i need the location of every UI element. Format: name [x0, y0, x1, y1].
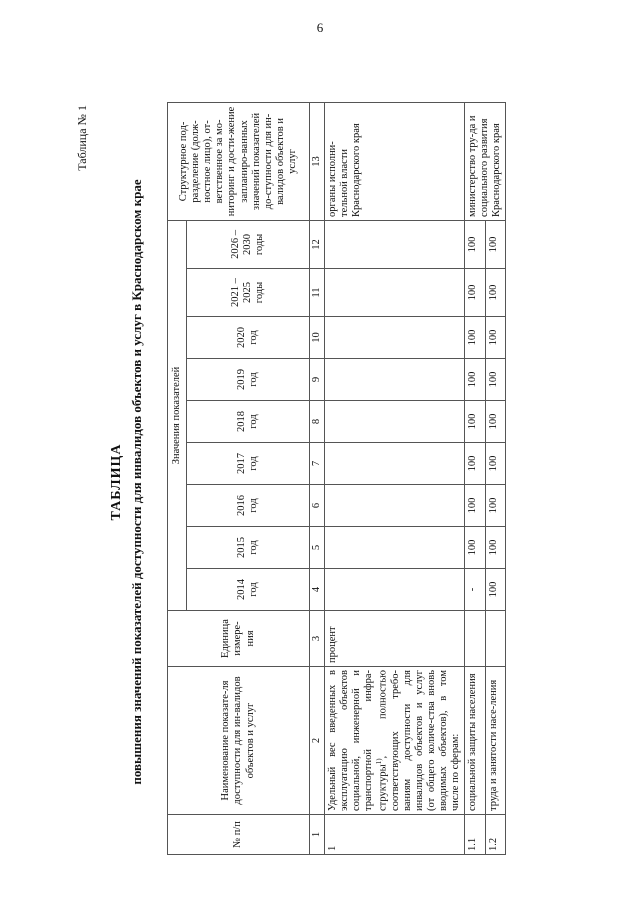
row-value: 100	[485, 269, 506, 317]
header-num: № п/п	[168, 815, 310, 855]
row-value	[325, 220, 465, 268]
row-value	[325, 485, 465, 527]
row-value	[325, 443, 465, 485]
row-value: 100	[485, 485, 506, 527]
row-unit: процент	[325, 611, 465, 667]
header-year: 2015 год	[187, 527, 310, 569]
indicators-table	[167, 102, 506, 855]
column-number: 13	[310, 102, 325, 220]
row-name-main: Удельный вес введенных в эксплуатацию объектов социальной, инженерной и транспортной инфра-структуры	[327, 670, 389, 811]
row-num: 1.1	[465, 815, 486, 855]
column-number: 8	[310, 401, 325, 443]
row-value: 100	[465, 269, 486, 317]
row-name: труда и занятости насе-ления	[485, 667, 506, 815]
row-num: 1	[325, 815, 465, 855]
header-name: Наименование показате-ля доступности для ин-валидов объектов и услуг	[168, 667, 310, 815]
page-number: 6	[316, 20, 324, 35]
header-values-group: Значения показателей	[168, 220, 187, 610]
header-row-top	[168, 102, 187, 854]
column-number: 6	[310, 485, 325, 527]
row-value: 100	[485, 401, 506, 443]
row-value: 100	[465, 220, 486, 268]
column-number: 4	[310, 569, 325, 611]
row-value: 100	[485, 359, 506, 401]
row-value	[325, 359, 465, 401]
row-name: социальной защиты населения	[465, 667, 486, 815]
table-row	[325, 102, 465, 854]
header-year: 2020 год	[187, 317, 310, 359]
column-number: 3	[310, 611, 325, 667]
column-number: 9	[310, 359, 325, 401]
row-value: 100	[485, 527, 506, 569]
row-unit	[465, 611, 486, 667]
row-name-rest: , полностью соответствующих требо-ваниям доступности для инвалидов объектов и услуг (от общего количе-ства вновь вводимых объектов), в том числе по сферам:	[377, 670, 462, 811]
header-year: 2026 –2030 годы	[187, 220, 310, 268]
row-value: 100	[485, 569, 506, 611]
footnote-marker: 1)	[375, 758, 384, 765]
row-num: 1.2	[485, 815, 506, 855]
row-value: 100	[465, 527, 486, 569]
header-unit: Единица измере-ния	[168, 611, 310, 667]
column-number: 2	[310, 667, 325, 815]
column-numbers-row	[310, 102, 325, 854]
row-responsible: министерство тру-да и социального развития Краснодарского края	[465, 102, 506, 220]
table-label: Таблица № 1	[75, 105, 89, 171]
column-number: 1	[310, 815, 325, 855]
row-value: -	[465, 569, 486, 611]
header-year: 2019 год	[187, 359, 310, 401]
column-number: 7	[310, 443, 325, 485]
row-value	[325, 569, 465, 611]
row-value: 100	[465, 485, 486, 527]
row-value: 100	[465, 443, 486, 485]
column-number: 10	[310, 317, 325, 359]
table-row	[465, 102, 486, 854]
row-value	[325, 269, 465, 317]
row-value: 100	[465, 401, 486, 443]
column-number: 5	[310, 527, 325, 569]
document-subtitle: повышения значений показателей доступности для инвалидов объектов и услуг в Краснодарском крае	[129, 179, 144, 785]
row-value: 100	[485, 443, 506, 485]
rotated-document-sheet	[75, 97, 575, 867]
header-year: 2014 год	[187, 569, 310, 611]
column-number: 12	[310, 220, 325, 268]
row-value: 100	[465, 317, 486, 359]
row-responsible: органы исполни-тельной власти Краснодарского края	[325, 102, 465, 220]
row-value	[325, 401, 465, 443]
row-value: 100	[485, 220, 506, 268]
header-year: 2017 год	[187, 443, 310, 485]
document-title: ТАБЛИЦА	[109, 443, 124, 521]
header-year: 2018 год	[187, 401, 310, 443]
row-value: 100	[485, 317, 506, 359]
header-year: 2016 год	[187, 485, 310, 527]
row-name	[325, 667, 465, 815]
row-value	[325, 527, 465, 569]
row-value: 100	[465, 359, 486, 401]
row-value	[325, 317, 465, 359]
column-number: 11	[310, 269, 325, 317]
header-responsible: Структурное под-разделение (долж-ностное лицо), от-ветственное за мо-ниторинг и дости-жение запланиро-ванных значений показателей до-ступности для ин-валидов объектов и услуг	[168, 102, 310, 220]
row-unit	[485, 611, 506, 667]
header-year: 2021 –2025 годы	[187, 269, 310, 317]
